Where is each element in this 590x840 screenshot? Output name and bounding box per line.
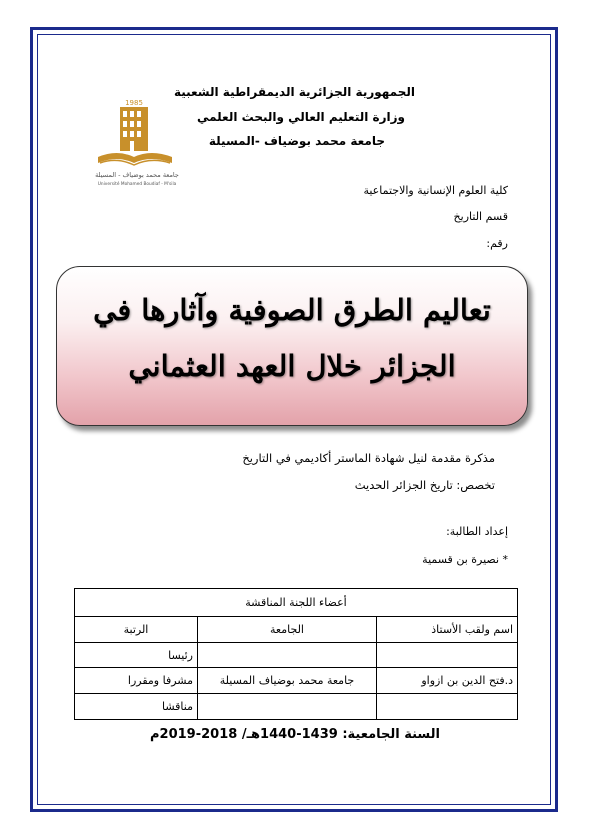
student-name: * نصيرة بن قسمية	[422, 553, 508, 566]
number-label: رقم:	[486, 237, 508, 250]
rank-cell: مشرفا ومقررا	[75, 668, 198, 694]
committee-title-row	[75, 589, 518, 617]
header-ministry: وزارة التعليم العالي والبحث العلمي	[196, 110, 405, 124]
professor-cell: د.فتح الدين بن ازواو	[377, 668, 518, 694]
header-university: جامعة محمد بوضياف -المسيلة	[208, 134, 385, 148]
thesis-title-box	[56, 266, 528, 426]
table-row	[75, 642, 518, 668]
header-university: الجامعة	[198, 616, 377, 642]
header-professor: اسم ولقب الأستاذ	[377, 616, 518, 642]
department-name: قسم التاريخ	[453, 210, 508, 223]
university-cell	[198, 642, 377, 668]
rank-cell: رئيسا	[75, 642, 198, 668]
logo-caption-ar: جامعة محمد بوضياف - المسيلة	[95, 171, 179, 179]
faculty-name: كلية العلوم الإنسانية والاجتماعية	[363, 184, 508, 197]
rank-cell: مناقشا	[75, 694, 198, 720]
prepared-by-label: إعداد الطالبة:	[446, 525, 508, 538]
university-cell: جامعة محمد بوضياف المسيلة	[198, 668, 377, 694]
thesis-title-line-2: الجزائر خلال العهد العثماني	[128, 349, 456, 383]
university-cell	[198, 694, 377, 720]
committee-header-row	[75, 616, 518, 642]
thesis-note: مذكرة مقدمة لنيل شهادة الماستر أكاديمي في التاريخ	[242, 451, 495, 465]
logo-year: 1985	[125, 99, 143, 107]
logo-caption-fr: Université Mohamed Boudiaf - M'sila	[97, 182, 177, 187]
thesis-title-line-1: تعاليم الطرق الصوفية وآثارها في	[93, 293, 491, 327]
committee-table	[74, 588, 518, 720]
specialty: تخصص: تاريخ الجزائر الحديث	[354, 478, 495, 492]
table-row	[75, 694, 518, 720]
academic-year: السنة الجامعية: 1439-1440هـ/ 2018-2019م	[150, 727, 440, 742]
header-republic: الجمهورية الجزائرية الديمقراطية الشعبية	[173, 85, 415, 99]
table-row	[75, 668, 518, 694]
committee-title: أعضاء اللجنة المناقشة	[75, 589, 518, 617]
professor-cell	[377, 694, 518, 720]
header-rank: الرتبة	[75, 616, 198, 642]
professor-cell	[377, 642, 518, 668]
